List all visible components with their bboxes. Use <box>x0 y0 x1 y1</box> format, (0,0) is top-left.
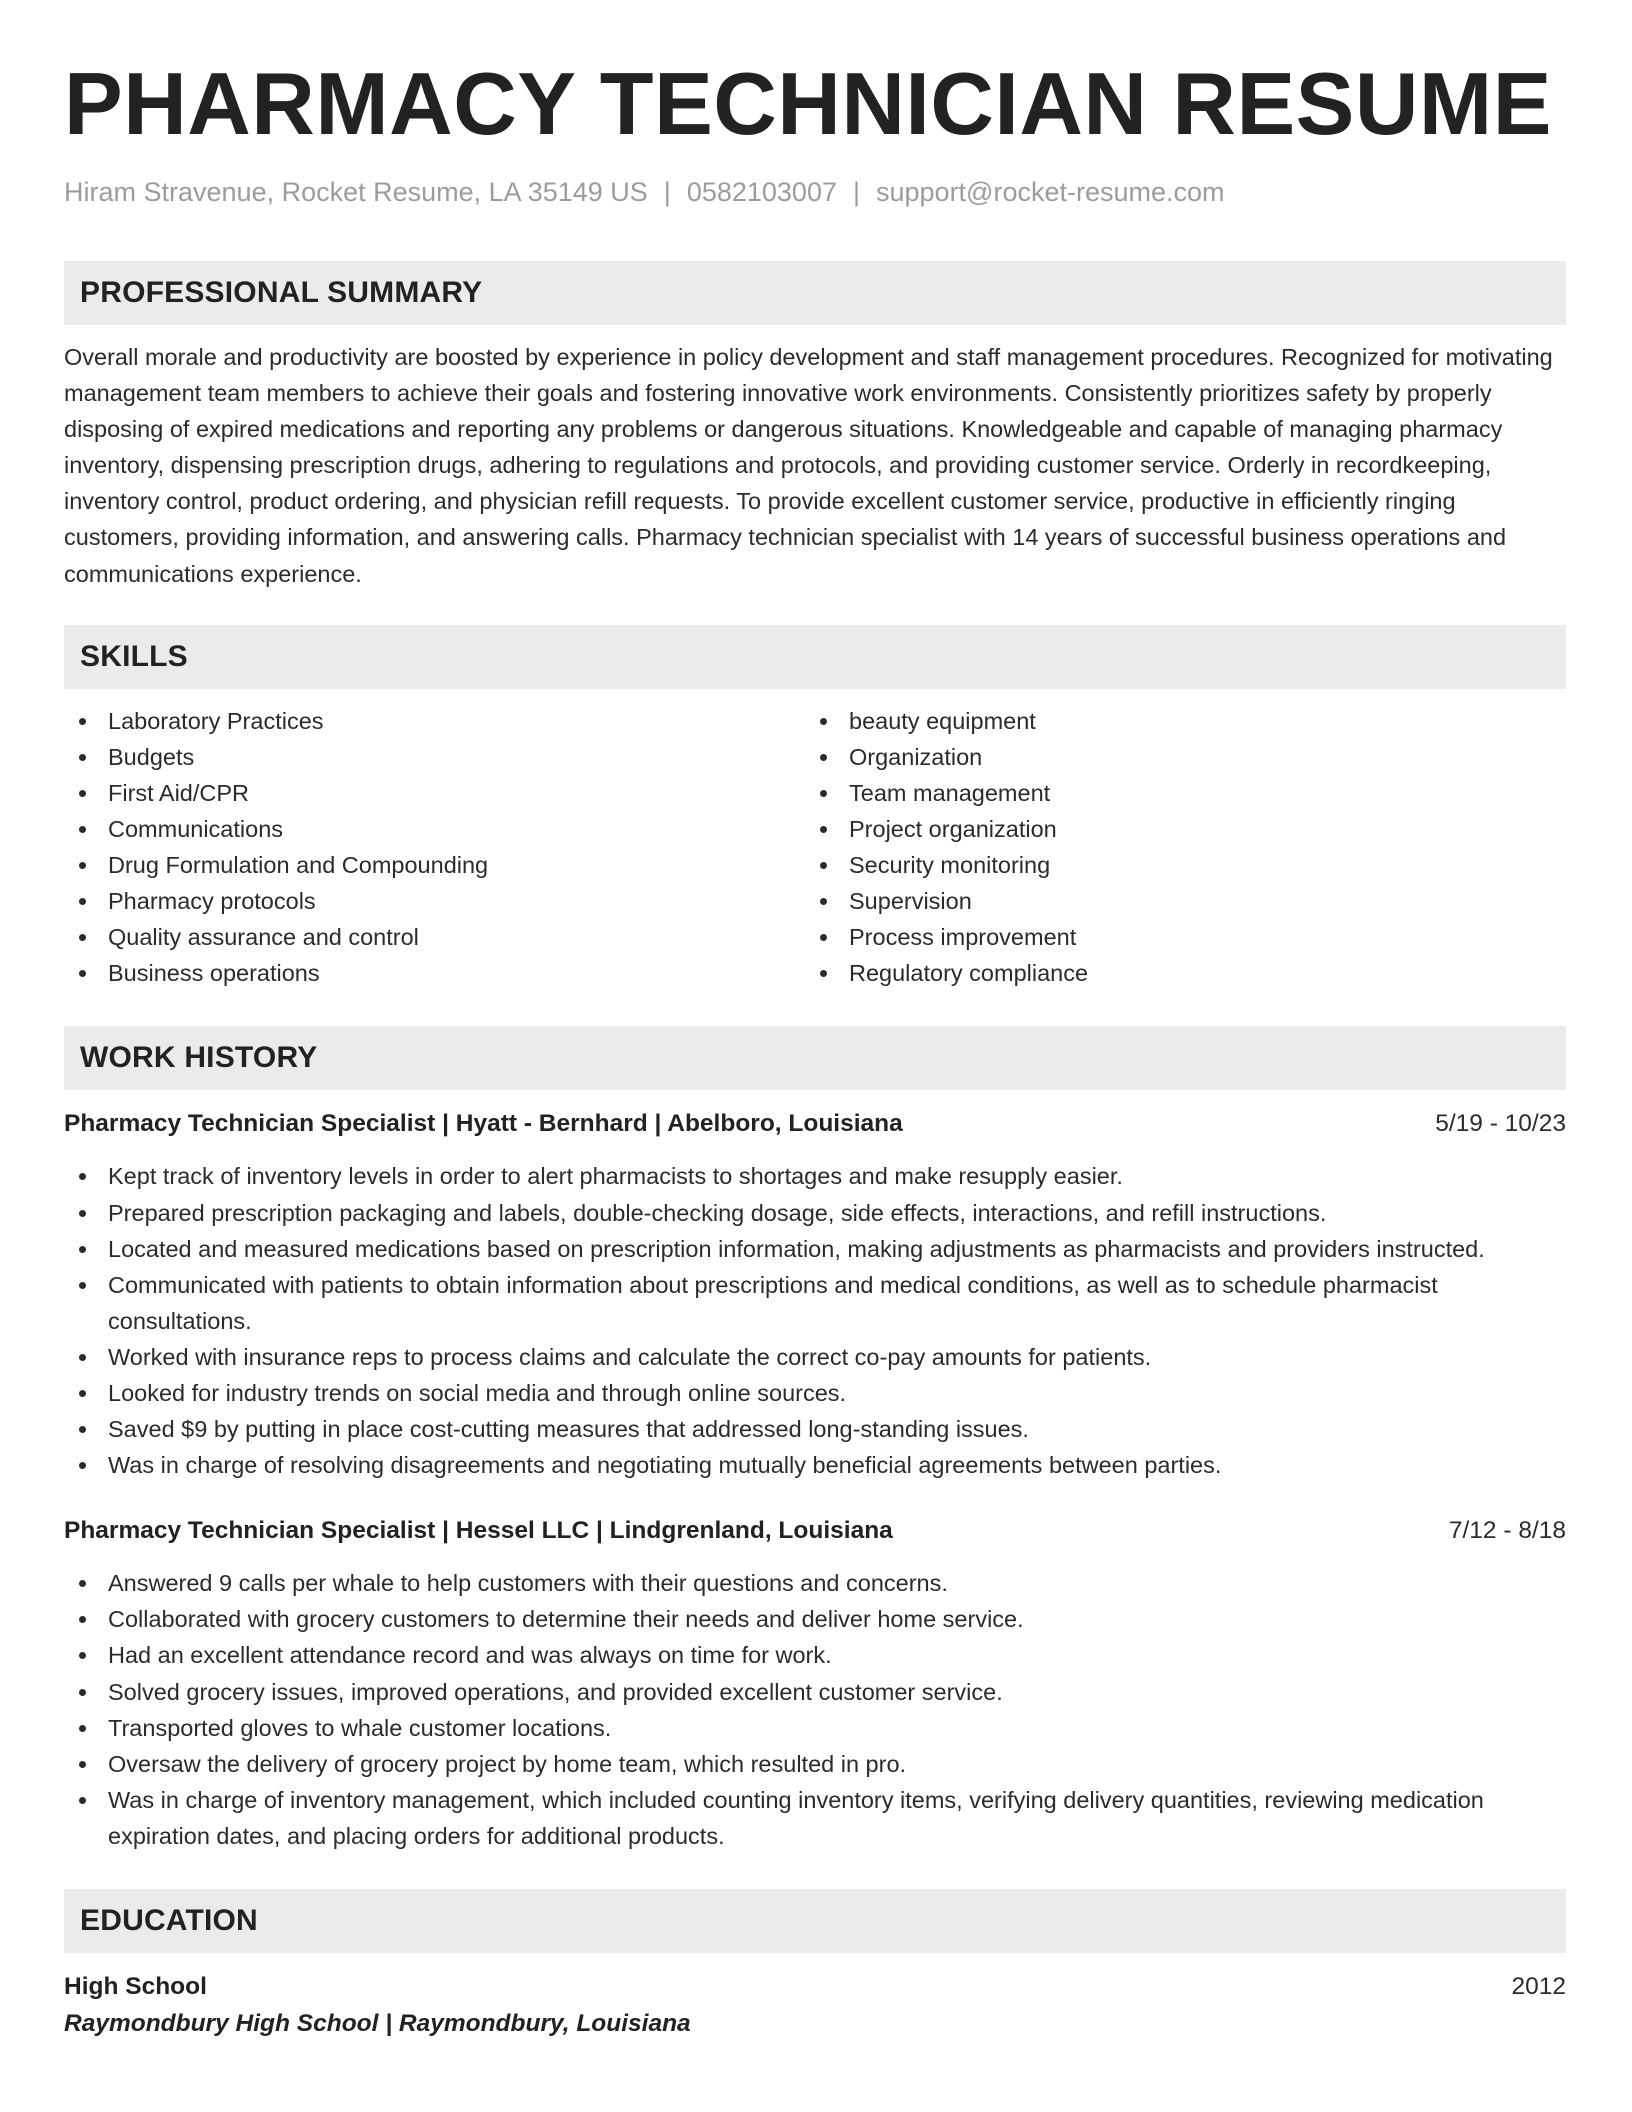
job-bullet <box>64 1411 1566 1447</box>
bullet-icon <box>79 826 86 833</box>
bullet-icon <box>79 970 86 977</box>
bullet-icon <box>79 1210 86 1217</box>
job-dates: 7/12 - 8/18 <box>1448 1517 1566 1545</box>
bullet-icon <box>79 1354 86 1361</box>
job-bullet <box>64 1565 1566 1601</box>
bullet-icon <box>79 1689 86 1696</box>
job-bullet <box>64 1339 1566 1375</box>
job-bullet <box>64 1601 1566 1637</box>
job-bullet <box>64 1710 1566 1746</box>
job-entry <box>64 1106 1566 1483</box>
bullet-icon <box>79 1652 86 1659</box>
job-bullet <box>64 1231 1566 1267</box>
skill-item <box>64 703 805 739</box>
job-bullet <box>64 1782 1566 1854</box>
skill-label: Organization <box>849 743 983 770</box>
job-bullet <box>64 1674 1566 1710</box>
skill-item <box>805 703 1546 739</box>
job-bullet-text: Looked for industry trends on social media and through online sources. <box>108 1379 847 1406</box>
skills-list <box>64 703 1566 992</box>
bullet-icon <box>820 718 827 725</box>
section-header-summary: PROFESSIONAL SUMMARY <box>64 261 1566 325</box>
job-bullet-text: Collaborated with grocery customers to determine their needs and deliver home service. <box>108 1606 1024 1633</box>
contact-address: Hiram Stravenue, Rocket Resume, LA 35149 US <box>64 177 648 207</box>
job-bullet <box>64 1746 1566 1782</box>
job-bullet-text: Transported gloves to whale customer locations. <box>108 1714 612 1741</box>
skill-item <box>64 739 805 775</box>
skill-label: Communications <box>108 815 284 842</box>
contact-info <box>64 174 1566 210</box>
job-bullets <box>64 1158 1566 1483</box>
job-bullet-text: Kept track of inventory levels in order to alert pharmacists to shortages and make resupply easier. <box>108 1163 1123 1190</box>
section-header-work-history: WORK HISTORY <box>64 1026 1566 1090</box>
skills-column-left <box>64 703 805 992</box>
education-year: 2012 <box>1511 1973 1566 2000</box>
skill-label: Pharmacy protocols <box>108 888 316 915</box>
job-bullet-text: Located and measured medications based on prescription information, making adjustments as pharmacists and providers instructed. <box>108 1235 1485 1262</box>
skill-item <box>805 739 1546 775</box>
job-header <box>64 1106 1566 1142</box>
education-school: Raymondbury High School | Raymondbury, Louisiana <box>64 2010 691 2037</box>
skill-label: Drug Formulation and Compounding <box>108 852 489 879</box>
section-header-education: EDUCATION <box>64 1889 1566 1953</box>
bullet-icon <box>79 862 86 869</box>
job-bullet <box>64 1637 1566 1673</box>
education-degree: High School <box>64 1973 207 2000</box>
skill-label: Supervision <box>849 888 972 915</box>
bullet-icon <box>820 826 827 833</box>
section-header-skills: SKILLS <box>64 625 1566 689</box>
skill-item <box>64 919 805 955</box>
bullet-icon <box>79 1616 86 1623</box>
job-bullet <box>64 1195 1566 1231</box>
job-bullets <box>64 1565 1566 1854</box>
skill-label: beauty equipment <box>849 707 1036 734</box>
summary-text: Overall morale and productivity are boosted by experience in policy development and staff management procedures. Recognized for motivating management team members to achieve their goals and fostering innovative work environments. Consistently prioritizes safety by properly disposing of expired medications and reporting any problems or dangerous situations. Knowledgeable and capable of managing pharmacy inventory, dispensing prescription drugs, adhering to regulations and protocols, and providing customer service. Orderly in recordkeeping, inventory control, product ordering, and physician refill requests. To provide excellent customer service, productive in efficiently ringing customers, providing information, and answering calls. Pharmacy technician specialist with 14 years of successful business operations and communications experience. <box>64 344 1553 587</box>
job-entry <box>64 1513 1566 1854</box>
resume-title: PHARMACY TECHNICIAN RESUME <box>64 54 1552 153</box>
job-title: Pharmacy Technician Specialist | Hessel LLC | Lindgrenland, Louisiana <box>64 1517 893 1545</box>
skill-item <box>64 955 805 991</box>
skill-item <box>805 955 1546 991</box>
job-bullet-text: Was in charge of resolving disagreements and negotiating mutually beneficial agreements between parties. <box>108 1452 1222 1479</box>
job-bullet-text: Had an excellent attendance record and was always on time for work. <box>108 1642 832 1669</box>
job-bullet-text: Solved grocery issues, improved operations, and provided excellent customer service. <box>108 1678 1003 1705</box>
education-header <box>64 1969 1566 2005</box>
skill-label: Security monitoring <box>849 852 1051 879</box>
bullet-icon <box>79 718 86 725</box>
bullet-icon <box>820 934 827 941</box>
contact-separator: | <box>663 177 671 207</box>
skill-label: First Aid/CPR <box>108 779 250 806</box>
bullet-icon <box>79 1390 86 1397</box>
skill-label: Budgets <box>108 743 195 770</box>
job-dates: 5/19 - 10/23 <box>1435 1110 1566 1138</box>
skills-column-right <box>805 703 1546 992</box>
bullet-icon <box>79 1761 86 1768</box>
bullet-icon <box>820 790 827 797</box>
job-bullet-text: Answered 9 calls per whale to help customers with their questions and concerns. <box>108 1570 948 1597</box>
job-bullet-text: Saved $9 by putting in place cost-cutting measures that addressed long-standing issues. <box>108 1416 1029 1443</box>
job-bullet-text: Oversaw the delivery of grocery project by home team, which resulted in pro. <box>108 1750 907 1777</box>
skill-item <box>64 847 805 883</box>
skill-label: Laboratory Practices <box>108 707 324 734</box>
job-title: Pharmacy Technician Specialist | Hyatt - Bernhard | Abelboro, Louisiana <box>64 1110 903 1138</box>
job-bullet-text: Prepared prescription packaging and labels, double-checking dosage, side effects, interactions, and refill instructions. <box>108 1199 1327 1226</box>
skill-item <box>805 775 1546 811</box>
skill-item <box>805 883 1546 919</box>
bullet-icon <box>79 898 86 905</box>
job-bullet-text: Communicated with patients to obtain information about prescriptions and medical conditions, as well as to schedule pharmacist consultations. <box>108 1271 1438 1334</box>
bullet-icon <box>820 970 827 977</box>
bullet-icon <box>79 1282 86 1289</box>
bullet-icon <box>79 1173 86 1180</box>
resume-page <box>64 0 1566 2043</box>
bullet-icon <box>79 1580 86 1587</box>
bullet-icon <box>820 754 827 761</box>
skill-label: Business operations <box>108 960 320 987</box>
job-bullet <box>64 1375 1566 1411</box>
bullet-icon <box>820 898 827 905</box>
skill-item <box>64 775 805 811</box>
education-entry <box>64 1969 1566 2043</box>
skill-item <box>64 883 805 919</box>
skill-item <box>64 811 805 847</box>
job-bullet <box>64 1267 1566 1339</box>
job-bullet-text: Worked with insurance reps to process claims and calculate the correct co-pay amounts for patients. <box>108 1343 1152 1370</box>
job-bullet <box>64 1158 1566 1194</box>
skill-item <box>805 811 1546 847</box>
bullet-icon <box>79 1725 86 1732</box>
skill-label: Project organization <box>849 815 1057 842</box>
bullet-icon <box>79 934 86 941</box>
bullet-icon <box>79 1426 86 1433</box>
bullet-icon <box>79 1797 86 1804</box>
bullet-icon <box>79 754 86 761</box>
bullet-icon <box>79 1462 86 1469</box>
skill-item <box>805 919 1546 955</box>
job-bullet <box>64 1447 1566 1483</box>
contact-phone: 0582103007 <box>686 177 837 207</box>
job-header <box>64 1513 1566 1549</box>
bullet-icon <box>79 790 86 797</box>
job-bullet-text: Was in charge of inventory management, which included counting inventory items, verifying delivery quantities, reviewing medication expiration dates, and placing orders for additional products. <box>108 1786 1484 1849</box>
skill-label: Team management <box>849 779 1051 806</box>
skill-label: Quality assurance and control <box>108 924 419 951</box>
contact-separator: | <box>852 177 860 207</box>
skill-item <box>805 847 1546 883</box>
skill-label: Regulatory compliance <box>849 960 1089 987</box>
bullet-icon <box>79 1246 86 1253</box>
contact-email: support@rocket-resume.com <box>876 177 1225 207</box>
bullet-icon <box>820 862 827 869</box>
skill-label: Process improvement <box>849 924 1077 951</box>
